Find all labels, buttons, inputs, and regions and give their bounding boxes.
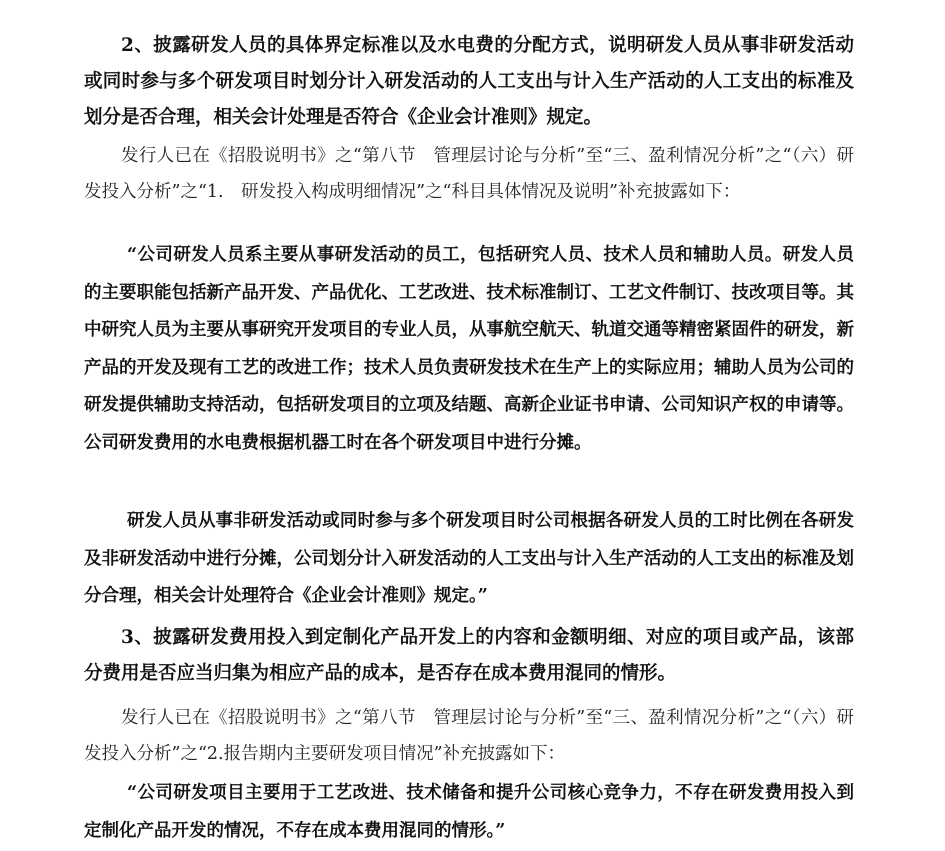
disclosure-paragraph-2: 发行人已在《招股说明书》之“第八节 管理层讨论与分析”至“三、盈利情况分析”之“（六）研发投入分析”之“2.报告期内主要研发项目情况”补充披露如下： [84, 708, 854, 764]
disclosure-paragraph-1: 发行人已在《招股说明书》之“第八节 管理层讨论与分析”至“三、盈利情况分析”之“（六）研发投入分析”之“1. 研发投入构成明细情况”之“科目具体情况及说明”补充披露如下： [84, 146, 854, 202]
quoted-disclosure-3: “公司研发项目主要用于工艺改进、技术储备和提升公司核心竞争力，不存在研发费用投入到定制化产品开发的情况，不存在成本费用混同的情形。” [84, 783, 854, 841]
section-heading-3: 3、披露研发费用投入到定制化产品开发上的内容和金额明细、对应的项目或产品，该部分费用是否应当归集为相应产品的成本，是否存在成本费用混同的情形。 [84, 627, 854, 684]
quoted-disclosure-1: “公司研发人员系主要从事研发活动的员工，包括研究人员、技术人员和辅助人员。研发人员的主要职能包括新产品开发、产品优化、工艺改进、技术标准制订、工艺文件制订、技改项目等。其中研究人员为主要从事研究开发项目的专业人员，从事航空航天、轨道交通等精密紧固件的研发，新产品的开发及现有工艺的改进工作；技术人员负责研发技术在生产上的实际应用；辅助人员为公司的研发提供辅助支持活动，包括研发项目的立项及结题、高新企业证书申请、公司知识产权的申请等。公司研发费用的水电费根据机器工时在各个研发项目中进行分摊。 [84, 245, 854, 453]
quoted-disclosure-2: 研发人员从事非研发活动或同时参与多个研发项目时公司根据各研发人员的工时比例在各研发及非研发活动中进行分摊，公司划分计入研发活动的人工支出与计入生产活动的人工支出的标准及划分合理，相关会计处理符合《企业会计准则》规定。” [84, 511, 854, 606]
section-heading-2: 2、披露研发人员的具体界定标准以及水电费的分配方式，说明研发人员从事非研发活动或同时参与多个研发项目时划分计入研发活动的人工支出与计入生产活动的人工支出的标准及划分是否合理，相关会计处理是否符合《企业会计准则》规定。 [84, 35, 854, 128]
